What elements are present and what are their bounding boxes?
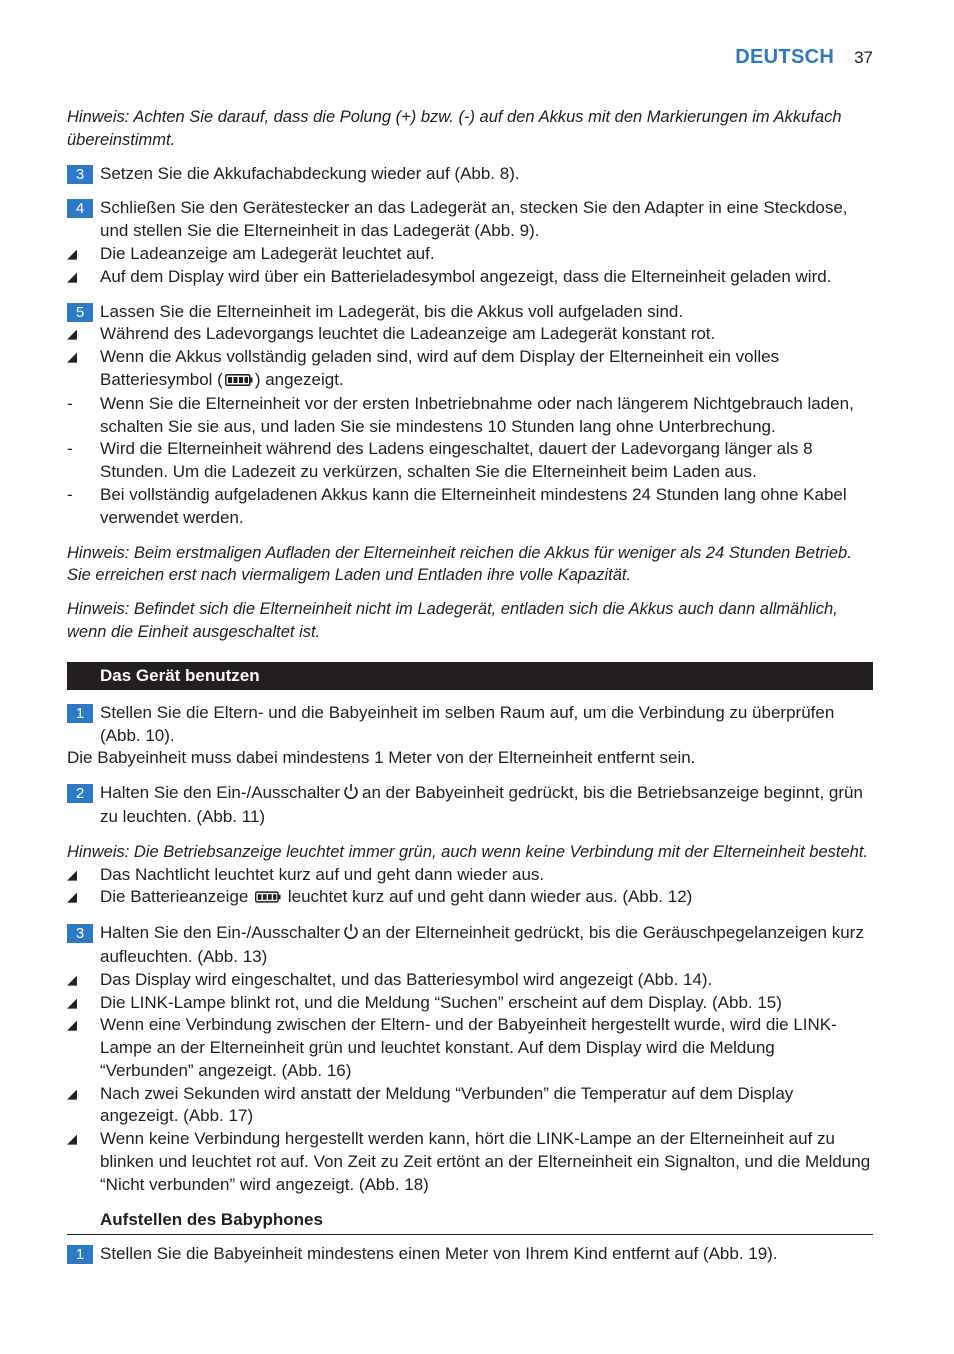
- step-number: 4: [67, 199, 93, 218]
- step-text: Setzen Sie die Akkufachabdeckung wieder auf (Abb. 8).: [100, 163, 520, 183]
- step-2-switch-on-baby-unit: [67, 782, 873, 829]
- note-power-indicator: Hinweis: Die Betriebsanzeige leuchtet immer grün, auch wenn keine Verbindung mit der Elterneinheit besteht.: [67, 842, 868, 861]
- section-heading: Das Gerät benutzen: [67, 662, 873, 690]
- step-4-connect-charger: [67, 197, 873, 243]
- bullet-text: Die LINK-Lampe blinkt rot, und die Meldung “Suchen” erscheint auf dem Display. (Abb. 15): [100, 992, 782, 1012]
- bullet-item: [67, 266, 873, 289]
- bullet-triangle-icon: ◢: [67, 866, 77, 882]
- step-1-position-baby-unit: [67, 1243, 873, 1266]
- bullet-item: [67, 1083, 873, 1129]
- step-number: 1: [67, 704, 93, 723]
- step-number: 1: [67, 1245, 93, 1264]
- bullet-triangle-icon: ◢: [67, 268, 77, 284]
- power-icon: [342, 783, 360, 806]
- bullet-text: Nach zwei Sekunden wird anstatt der Meldung “Verbunden” die Temperatur auf dem Display angezeigt. (Abb. 17): [100, 1083, 794, 1126]
- bullet-item: [67, 323, 873, 346]
- bullet-text-part: Die Batterieanzeige: [100, 887, 249, 907]
- plain-text: Die Babyeinheit muss dabei mindestens 1 Meter von der Elterneinheit entfernt sein.: [67, 748, 696, 768]
- bullet-item: [67, 969, 873, 992]
- bullet-text: Das Display wird eingeschaltet, und das Batteriesymbol wird angezeigt (Abb. 14).: [100, 969, 713, 989]
- note-polarity: Hinweis: Achten Sie darauf, dass die Polung (+) bzw. (-) auf den Akkus mit den Markierungen im Akkufach übereinstimmt.: [67, 108, 842, 149]
- step-text-part: Halten Sie den Ein-/Ausschalter: [100, 783, 341, 803]
- bullet-item: [67, 864, 873, 887]
- dash-text: Wird die Elterneinheit während des Ladens eingeschaltet, dauert der Ladevorgang länger als 8 Stunden. Um die Ladezeit zu verkürzen, schalten Sie die Elterneinheit beim Laden aus.: [100, 439, 813, 482]
- bullet-triangle-icon: ◢: [67, 994, 77, 1010]
- bullet-triangle-icon: ◢: [67, 1131, 77, 1147]
- step-text-part: an der Elterneinheit gedrückt, bis die Geräuschpegelanzeigen kurz aufleuchten. (Abb. 13): [100, 923, 864, 966]
- dash-mark: -: [67, 393, 73, 413]
- page-number: 37: [854, 48, 873, 67]
- bullet-text-part: Wenn die Akkus vollständig geladen sind, wird auf dem Display der Elterneinheit ein volles Batteriesymbol (: [100, 347, 780, 389]
- bullet-item: [67, 346, 873, 393]
- bullet-text: Während des Ladevorgangs leuchtet die Ladeanzeige am Ladegerät konstant rot.: [100, 324, 716, 344]
- bullet-triangle-icon: ◢: [67, 326, 77, 342]
- bullet-triangle-icon: ◢: [67, 245, 77, 261]
- page-header: [735, 46, 873, 69]
- dash-text: Wenn Sie die Elterneinheit vor der ersten Inbetriebnahme oder nach längerem Nichtgebrauch laden, schalten Sie sie aus, und laden Sie sie mindestens 10 Stunden lang ohne Unterbrechung.: [100, 393, 854, 436]
- bullet-triangle-icon: ◢: [67, 1017, 77, 1033]
- step-3-battery-cover: [67, 163, 873, 186]
- step-number: 3: [67, 924, 93, 943]
- language-label: DEUTSCH: [735, 46, 835, 68]
- bullet-text: Wenn keine Verbindung hergestellt werden kann, hört die LINK-Lampe an der Elterneinheit auf zu blinken und leuchtet rot auf. Von Zeit zu Zeit ertönt an der Elterneinheit ein Signalton, und die Meldung “Nicht verbunden” wird angezeigt. (Abb. 18): [100, 1129, 871, 1194]
- bullet-text: Wenn eine Verbindung zwischen der Eltern- und der Babyeinheit hergestellt wurde, wird die LINK-Lampe an der Elterneinheit grün und leuchtet konstant. Auf dem Display wird die Meldung “Verbunden” angezeigt. (Abb. 16): [100, 1015, 837, 1080]
- dash-text: Bei vollständig aufgeladenen Akkus kann die Elterneinheit mindestens 24 Stunden lang ohne Kabel verwendet werden.: [100, 484, 847, 527]
- step-3-switch-on-parent-unit: [67, 922, 873, 969]
- bullet-triangle-icon: ◢: [67, 971, 77, 987]
- bullet-text: Die Ladeanzeige am Ladegerät leuchtet auf.: [100, 243, 435, 263]
- step-text-part: an der Babyeinheit gedrückt, bis die Betriebsanzeige beginnt, grün zu leuchten. (Abb. 11): [100, 783, 863, 826]
- bullet-item: [67, 992, 873, 1015]
- dash-mark: -: [67, 484, 73, 504]
- note-self-discharge: Hinweis: Befindet sich die Elterneinheit nicht im Ladegerät, entladen sich die Akkus auch dann allmählich, wenn die Einheit ausgeschaltet ist.: [67, 600, 838, 641]
- subsection-heading: Aufstellen des Babyphones: [67, 1209, 873, 1236]
- step-text: Lassen Sie die Elterneinheit im Ladegerät, bis die Akkus voll aufgeladen sind.: [100, 301, 684, 321]
- step-text: Schließen Sie den Gerätestecker an das Ladegerät an, stecken Sie den Adapter in eine Steckdose, und stellen Sie die Elterneinheit in das Ladegerät (Abb. 9).: [100, 198, 848, 241]
- bullet-item: [67, 886, 873, 910]
- bullet-text: Auf dem Display wird über ein Batterieladesymbol angezeigt, dass die Elterneinheit geladen wird.: [100, 266, 832, 286]
- bullet-item: [67, 1128, 873, 1196]
- bullet-text: Das Nachtlicht leuchtet kurz auf und geht dann wieder aus.: [100, 864, 545, 884]
- note-first-charge: Hinweis: Beim erstmaligen Aufladen der Elterneinheit reichen die Akkus für weniger als 24 Stunden Betrieb. Sie erreichen erst nach viermaligem Laden und Entladen ihre volle Kapazität.: [67, 543, 852, 585]
- step-number: 2: [67, 784, 93, 803]
- step-number: 3: [67, 165, 93, 184]
- dash-mark: -: [67, 439, 73, 459]
- battery-full-icon: [225, 370, 253, 393]
- bullet-text-part: ) angezeigt.: [254, 369, 344, 389]
- bullet-item: [67, 243, 873, 266]
- step-number: 5: [67, 303, 93, 322]
- dash-item: [67, 393, 873, 439]
- bullet-text-part: leuchtet kurz auf und geht dann wieder aus. (Abb. 12): [287, 887, 693, 907]
- dash-item: [67, 484, 873, 530]
- power-icon: [342, 923, 360, 946]
- dash-item: [67, 438, 873, 484]
- step-1-place-units: [67, 702, 873, 748]
- bullet-triangle-icon: ◢: [67, 1085, 77, 1101]
- bullet-triangle-icon: ◢: [67, 349, 77, 365]
- bullet-item: [67, 1014, 873, 1082]
- step-5-charge-fully: [67, 301, 873, 324]
- battery-full-icon: [255, 887, 281, 910]
- step-text: Stellen Sie die Eltern- und die Babyeinheit im selben Raum auf, um die Verbindung zu überprüfen (Abb. 10).: [100, 702, 835, 745]
- step-text: Stellen Sie die Babyeinheit mindestens einen Meter von Ihrem Kind entfernt auf (Abb. 19).: [100, 1244, 778, 1264]
- bullet-triangle-icon: ◢: [67, 889, 77, 905]
- step-text-part: Halten Sie den Ein-/Ausschalter: [100, 923, 341, 943]
- page-content: [67, 106, 873, 1266]
